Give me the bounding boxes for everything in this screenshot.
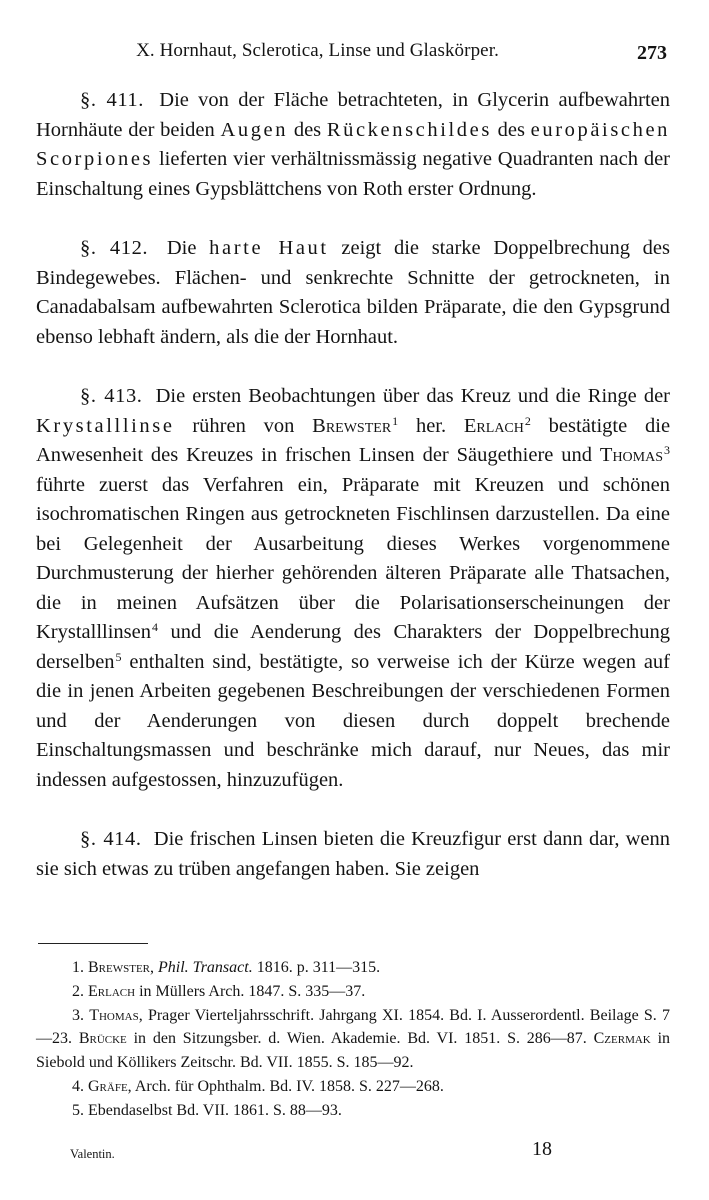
footnote-marker: 1. [72,959,84,976]
section-number: §. 413. [80,385,143,407]
text-run: her. [415,414,447,437]
footnote-2 [36,980,670,1004]
footnote-journal: Phil. Transact. [158,959,253,976]
text-run: Die [166,237,197,259]
author-name: Erlach [463,414,524,437]
footnote-5 [36,1099,670,1123]
spaced-term: europäischen Scorpiones [36,118,671,170]
sheet-number: 18 [532,1138,552,1160]
section-411 [36,86,670,204]
footnote-marker: 3. [72,1006,84,1024]
section-412 [36,234,670,352]
footnotes [36,956,670,1123]
footnote-text: Arch. für Ophthalm. Bd. IV. 1858. S. 227—268. [134,1077,444,1095]
spaced-term: Krystalllinse [36,414,175,437]
footnote-text: in den Sitzungsber. d. Wien. Akademie. Bd. VI. 1851. S. 286—87. [133,1030,587,1048]
text-run: lieferten vier verhältnissmässig negative Quadranten nach der Einschaltung eines Gypsblättchens von Roth erster Ordnung. [36,148,671,200]
section-number: §. 414. [80,828,142,850]
author-name: Thomas [599,444,664,466]
page-header [36,40,669,70]
page-number: 273 [637,42,667,64]
text-run: des [497,118,525,141]
footnote-marker: 2. [72,982,84,1000]
footnote-author: Thomas, [89,1006,143,1024]
footnote-text: in Müllers Arch. 1847. S. 335—37. [139,982,366,1000]
footnote-ref: 2 [524,413,531,428]
footnote-divider [38,943,148,944]
running-head: X. Hornhaut, Sclerotica, Linse und Glaskörper. [136,40,499,61]
body-text [36,86,670,884]
footnote-text: Prager Vierteljahrsschrift. Jahrgang XI. 1854. Bd. I. Ausserordentl. Beilage S. 7—23. [36,1006,670,1048]
spaced-term: Augen [220,118,289,141]
footnote-ref: 3 [664,443,671,457]
footnote-author: Brewster, [88,959,155,976]
text-run: führte zuerst das Verfahren ein, Präparate mit Kreuzen und schönen isochromatischen Ringen aus getrockneten Fischlinsen darzustellen. Da eine bei Gelegenheit der Ausarbeitung dieses Werkes vorgenommene Durchmusterung der hierher gehörenden älteren Präparate alle Thatsachen, die in meinen Aufsätzen über die Polarisationserscheinungen der Krystalllinsen [36,473,670,643]
text-run: Die frischen Linsen bieten die Kreuzfigur erst dann dar, wenn sie sich etwas zu trüben angefangen haben. Sie zeigen [36,828,671,880]
spaced-term: harte Haut [209,237,329,259]
printer-signature: Valentin. [70,1147,115,1161]
spaced-term: Rückenschildes [326,118,492,141]
section-number: §. 411. [80,89,144,111]
footnote-author: Erlach [88,982,136,1000]
footnote-1 [36,956,670,980]
footnote-author: Brücke [78,1030,127,1048]
author-name: Brewster [312,414,392,437]
text-run: des [293,118,322,141]
footnote-text: Ebendaselbst Bd. VII. 1861. S. 88—93. [88,1101,342,1119]
text-run: enthalten sind, bestätigte, so verweise ich der Kürze wegen auf die in jenen Arbeiten gegebenen Beschreibungen der verschiedenen Formen und der Aenderungen von diesen durch doppelt brechende Einschaltungsmassen und beschränke mich darauf, nur Neues, das mir indessen aufgestossen, hinzuzufügen. [36,650,670,791]
text-run: Die ersten Beobachtungen über das Kreuz und die Ringe der [155,385,670,407]
text-run: rühren von [192,414,295,437]
text-run: Die von der Fläche betrachteten, in Glycerin aufbewahrten Hornhäute der beiden [36,89,670,141]
footnote-4 [36,1075,670,1099]
footnote-author: Gräfe, [88,1077,132,1095]
footnote-ref: 4 [152,620,159,634]
footnote-ref: 1 [392,413,399,428]
section-413 [36,382,670,795]
text-run: bestätigte die Anwesenheit des Kreuzes in frischen Linsen der Säugethiere und [36,414,671,466]
footnote-marker: 4. [72,1077,84,1095]
text-run: und die Aenderung des Charakters der Doppelbrechung derselben [36,621,671,673]
footnote-text: 1816. p. 311—315. [256,959,381,976]
section-number: §. 412. [80,237,149,259]
footnote-ref: 5 [115,649,122,664]
section-414 [36,825,670,884]
footnote-text: in Siebold und Köllikers Zeitschr. Bd. VII. 1855. S. 185—92. [36,1030,671,1072]
footnote-marker: 5. [72,1101,84,1119]
footnote-author: Czermak [593,1030,651,1048]
footnote-3 [36,1004,670,1075]
text-run: zeigt die starke Doppelbrechung des Bindegewebes. Flächen- und senkrechte Schnitte der getrockneten, in Canadabalsam aufbewahrten Sclerotica bilden Präparate, die den Gypsgrund ebenso lebhaft ändern, als die der Hornhaut. [36,237,670,348]
